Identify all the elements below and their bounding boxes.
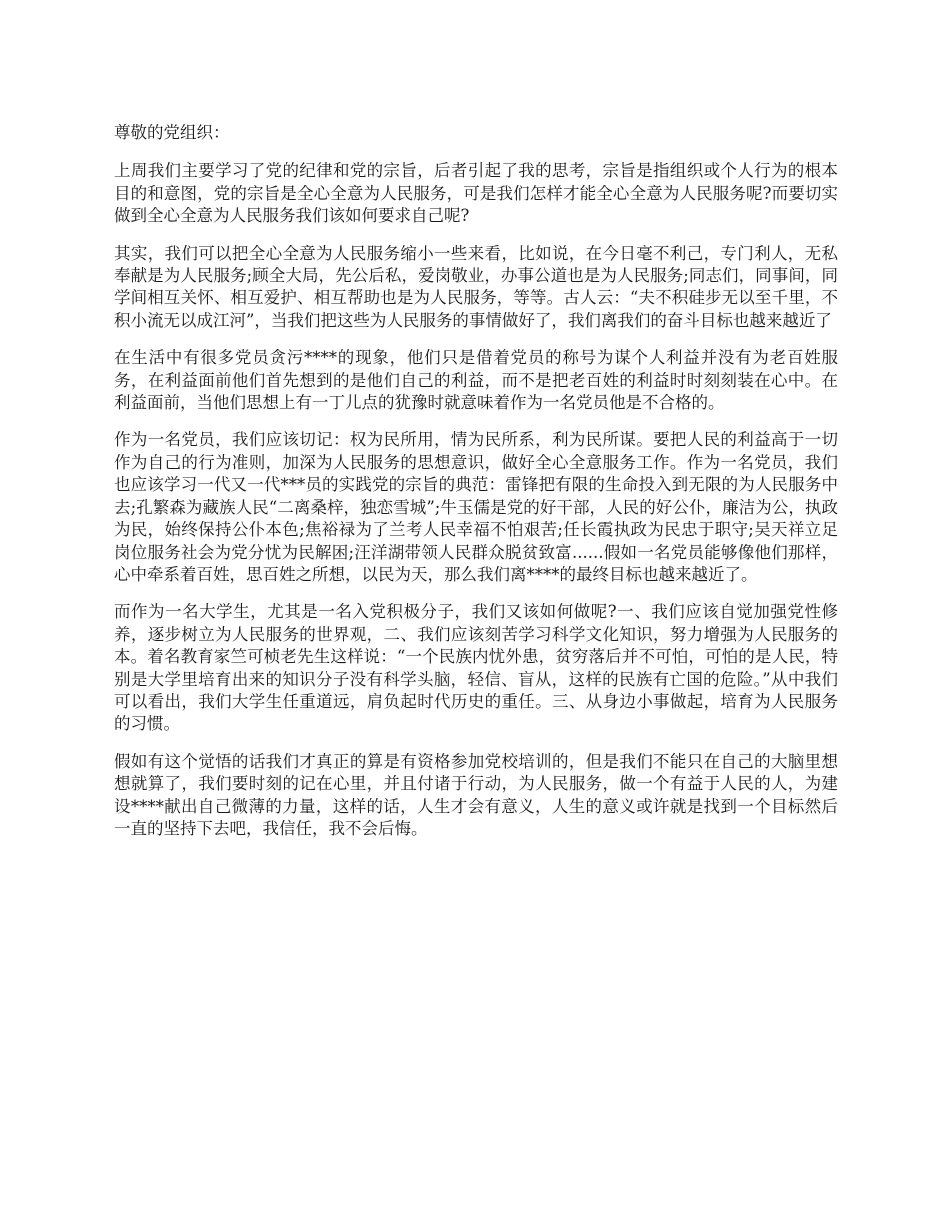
paragraph-1: 上周我们主要学习了党的纪律和党的宗旨，后者引起了我的思考，宗旨是指组织或个人行为的根本目的和意图，党的宗旨是全心全意为人民服务，可是我们怎样才能全心全意为人民服务呢?而要切实做到全心全意为人民服务我们该如何要求自己呢? xyxy=(114,161,838,226)
paragraph-2: 其实，我们可以把全心全意为人民服务缩小一些来看，比如说，在今日毫不利己，专门利人，无私奉献是为人民服务;顾全大局，先公后私，爱岗敬业，办事公道也是为人民服务;同志们，同事间，同学间相互关怀、相互爱护、相互帮助也是为人民服务，等等。古人云：“夫不积硅步无以至千里，不积小流无以成江河”，当我们把这些为人民服务的事情做好了，我们离我们的奋斗目标也越来越近了 xyxy=(114,243,838,330)
salutation: 尊敬的党组织： xyxy=(114,123,230,142)
paragraph-6: 假如有这个觉悟的话我们才真正的算是有资格参加党校培训的，但是我们不能只在自己的大脑里想想就算了，我们要时刻的记在心里，并且付诸于行动，为人民服务，做一个有益于人民的人，为建设****献出自己微薄的力量，这样的话，人生才会有意义，人生的意义或许就是找到一个目标然后一直的坚持下去吧，我信任，我不会后悔。 xyxy=(114,751,838,838)
paragraph-3: 在生活中有很多党员贪污****的现象，他们只是借着党员的称号为谋个人利益并没有为老百姓服务，在利益面前他们首先想到的是他们自己的利益，而不是把老百姓的利益时时刻刻装在心中。在利益面前，当他们思想上有一丁儿点的犹豫时就意味着作为一名党员他是不合格的。 xyxy=(114,348,838,413)
paragraph-4: 作为一名党员，我们应该切记：权为民所用，情为民所系，利为民所谋。要把人民的利益高于一切作为自己的行为准则，加深为人民服务的思想意识，做好全心全意服务工作。作为一名党员，我们也应该学习一代又一代***员的实践党的宗旨的典范：雷锋把有限的生命投入到无限的为人民服务中去;孔繁森为藏族人民“二离桑梓，独恋雪城”;牛玉儒是党的好干部，人民的好公仆，廉洁为公，执政为民，始终保持公仆本色;焦裕禄为了兰考人民幸福不怕艰苦;任长霞执政为民忠于职守;吴天祥立足岗位服务社会为党分忧为民解困;汪洋湖带领人民群众脱贫致富......假如一名党员能够像他们那样，心中牵系着百姓，思百姓之所想，以民为天，那么我们离****的最终目标也越来越近了。 xyxy=(114,430,838,584)
paragraph-5: 而作为一名大学生，尤其是一名入党积极分子，我们又该如何做呢?一、我们应该自觉加强党性修养，逐步树立为人民服务的世界观，二、我们应该刻苦学习科学文化知识，努力增强为人民服务的本。着名教育家竺可桢老先生这样说：“一个民族内忧外患，贫穷落后并不可怕，可怕的是人民，特别是大学里培育出来的知识分子没有科学头脑，轻信、盲从，这样的民族有亡国的危险。”从中我们可以看出，我们大学生任重道远，肩负起时代历史的重任。三、从身边小事做起，培育为人民服务的习惯。 xyxy=(114,602,838,734)
document-body xyxy=(114,122,838,855)
